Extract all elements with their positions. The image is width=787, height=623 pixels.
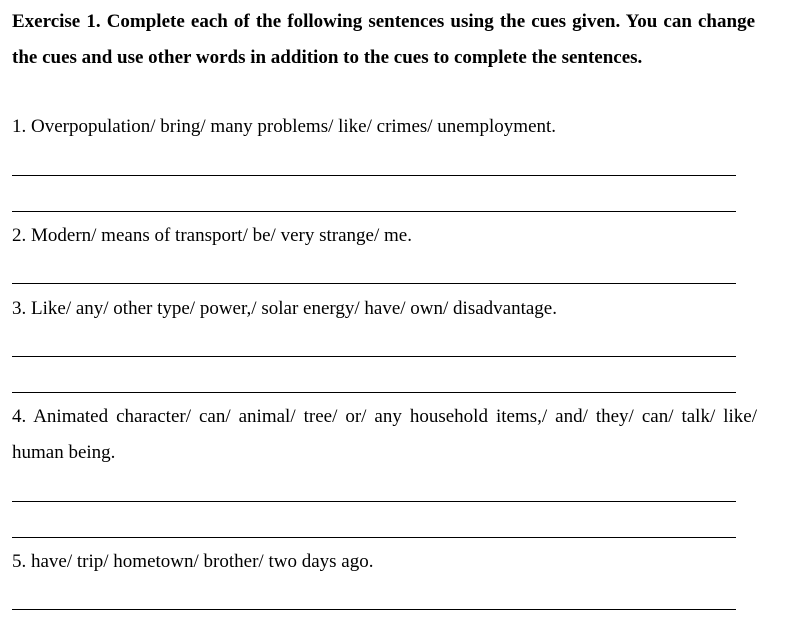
answer-line-1a[interactable] — [12, 175, 736, 176]
answer-line-3a[interactable] — [12, 356, 736, 357]
answer-line-1b[interactable] — [12, 211, 736, 212]
sentence-cue-5: 5. have/ trip/ hometown/ brother/ two days ago. — [12, 551, 374, 572]
answer-line-4b[interactable] — [12, 537, 736, 538]
answer-line-2a[interactable] — [12, 283, 736, 284]
sentence-cue-2: 2. Modern/ means of transport/ be/ very strange/ me. — [12, 225, 412, 246]
answer-line-5a[interactable] — [12, 609, 736, 610]
exercise-instruction: Exercise 1. Complete each of the following sentences using the cues given. You can change the cues and use other words in addition to the cues to complete the sentences. — [12, 11, 755, 68]
sentence-cue-3: 3. Like/ any/ other type/ power,/ solar energy/ have/ own/ disadvantage. — [12, 298, 557, 319]
sentence-cue-4: 4. Animated character/ can/ animal/ tree/ or/ any household items,/ and/ they/ can/ talk/ like/ human being. — [12, 406, 757, 463]
sentence-cue-1: 1. Overpopulation/ bring/ many problems/ like/ crimes/ unemployment. — [12, 116, 557, 137]
answer-line-3b[interactable] — [12, 392, 736, 393]
answer-line-4a[interactable] — [12, 501, 736, 502]
